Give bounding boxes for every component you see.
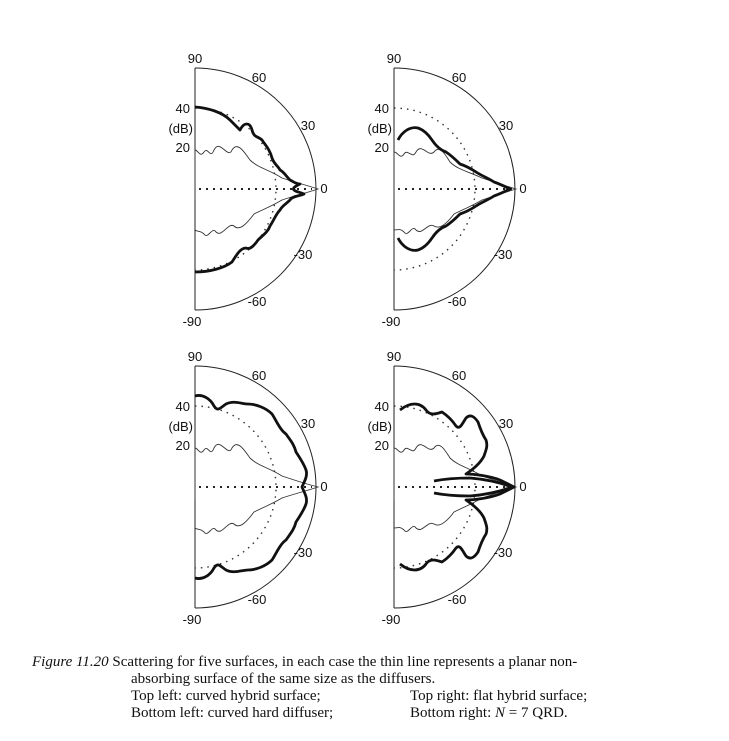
angle-label-90: 90: [187, 51, 203, 66]
db-label-20: 20: [374, 140, 389, 155]
polar-plot-top-right: [367, 51, 526, 329]
db-label-40: 40: [374, 101, 389, 116]
angle-label-0: 0: [519, 479, 527, 494]
angle-label-minus-60: -60: [447, 294, 467, 309]
angle-label-90: 90: [386, 51, 402, 66]
angle-label-90: 90: [386, 349, 402, 364]
angle-label-0: 0: [320, 479, 328, 494]
angle-label-minus-30: -30: [493, 545, 513, 560]
db-unit-label: (dB): [168, 121, 193, 136]
db-label-40: 40: [175, 101, 190, 116]
angle-label-minus-30: -30: [293, 247, 313, 262]
caption-line-2: absorbing surface of the same size as the diffusers.: [131, 671, 436, 687]
caption-bottom-left: Bottom left: curved hard diffuser;: [131, 705, 334, 721]
caption-line-3: [32, 688, 712, 705]
angle-label-60: 60: [251, 70, 267, 85]
caption-br-suffix: = 7 QRD.: [505, 705, 568, 721]
db-label-40: 40: [374, 399, 389, 414]
angle-label-30: 30: [300, 416, 316, 431]
polar-plot-bottom-left: [168, 349, 327, 627]
angle-label-minus-90: -90: [182, 314, 202, 329]
angle-label-60: 60: [251, 368, 267, 383]
caption-text-1: Scattering for five surfaces, in each case the thin line represents a planar non-: [112, 654, 578, 670]
db-unit-label: (dB): [367, 419, 392, 434]
angle-label-30: 30: [300, 118, 316, 133]
angle-label-minus-60: -60: [447, 592, 467, 607]
caption-top-left: Top left: curved hybrid surface;: [131, 688, 321, 704]
db-label-20: 20: [175, 140, 190, 155]
thin-line-planar-surface: [394, 445, 516, 532]
db-unit-label: (dB): [168, 419, 193, 434]
angle-label-minus-90: -90: [381, 612, 401, 627]
caption-line-4: [32, 705, 712, 722]
caption-top-right: Top right: flat hybrid surface;: [410, 688, 588, 704]
polar-plot-top-left: [168, 51, 327, 329]
angle-label-minus-60: -60: [247, 294, 267, 309]
angle-label-60: 60: [451, 70, 467, 85]
caption-line-1: [32, 654, 712, 671]
db-label-40: 40: [175, 399, 190, 414]
db-unit-label: (dB): [367, 121, 392, 136]
thick-line-diffuser-response: [195, 395, 307, 578]
polar-plot-bottom-right: [367, 349, 526, 627]
angle-label-minus-30: -30: [493, 247, 513, 262]
angle-label-0: 0: [519, 181, 527, 196]
angle-label-60: 60: [451, 368, 467, 383]
angle-label-minus-90: -90: [381, 314, 401, 329]
db-label-20: 20: [374, 438, 389, 453]
angle-label-minus-90: -90: [182, 612, 202, 627]
db-label-20: 20: [175, 438, 190, 453]
caption-bottom-right: [410, 705, 568, 722]
angle-label-30: 30: [498, 118, 514, 133]
angle-label-0: 0: [320, 181, 328, 196]
caption-br-prefix: Bottom right:: [410, 705, 496, 721]
caption-br-variable: N: [495, 705, 506, 721]
figure-number: Figure 11.20: [32, 654, 109, 670]
angle-label-30: 30: [498, 416, 514, 431]
angle-label-minus-30: -30: [293, 545, 313, 560]
thin-line-planar-surface: [394, 149, 516, 234]
angle-label-90: 90: [187, 349, 203, 364]
figure-caption: [32, 654, 712, 722]
angle-label-minus-60: -60: [247, 592, 267, 607]
